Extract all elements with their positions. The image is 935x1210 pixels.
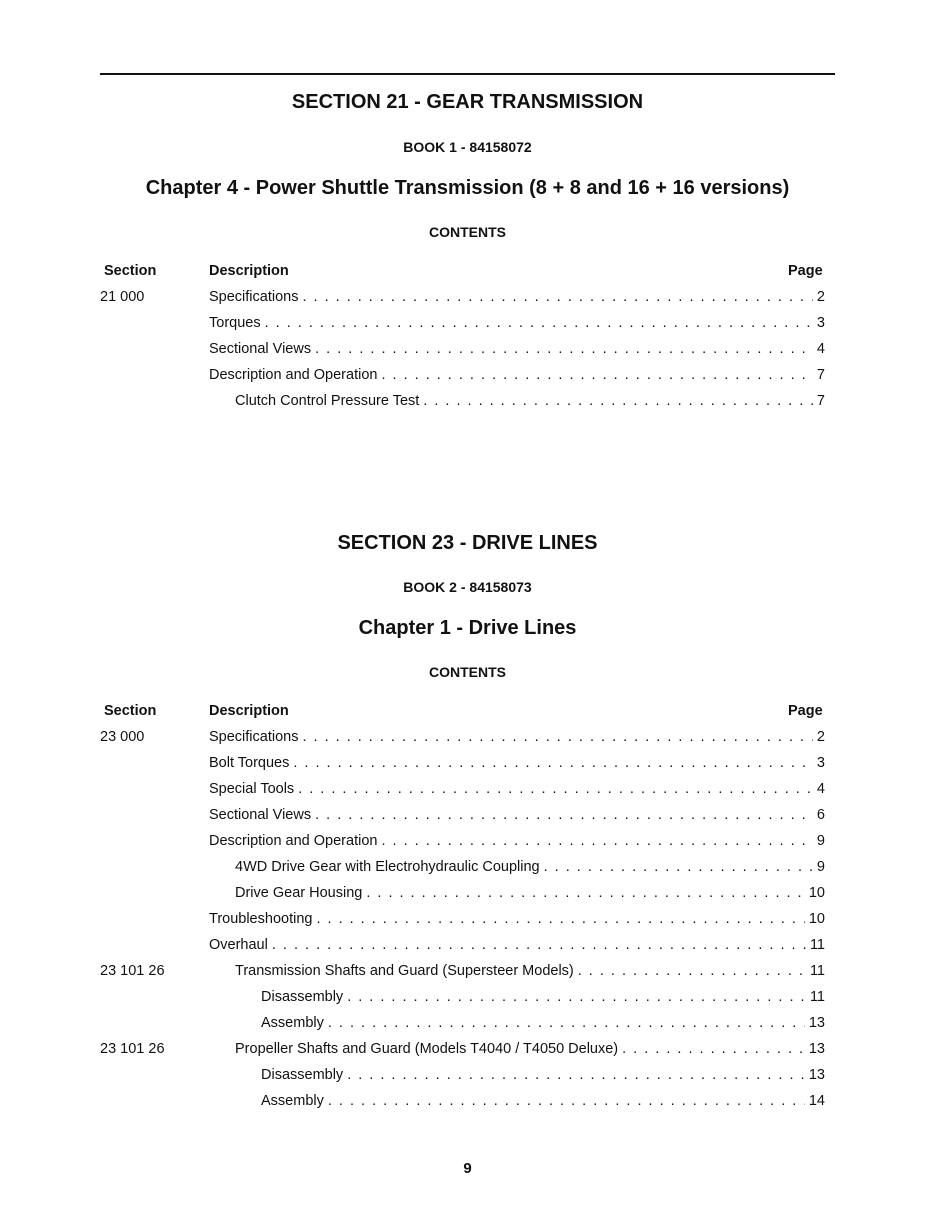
entry-description: 4WD Drive Gear with Electrohydraulic Coupling [235,859,540,875]
toc-entry [209,911,825,927]
dot-leader [315,807,813,823]
table-row [0,1067,935,1087]
dot-leader [298,781,813,797]
dot-leader [381,367,812,383]
dot-leader [293,755,813,771]
entry-page: 7 [816,393,825,409]
contents-label: CONTENTS [429,224,506,240]
entry-description: Torques [209,315,261,331]
column-header-page: Page [788,703,823,719]
entry-page: 11 [809,989,825,1005]
table-row [0,859,935,879]
entry-page: 13 [808,1041,825,1057]
dot-leader [381,833,812,849]
dot-leader [622,1041,805,1057]
dot-leader [328,1093,805,1109]
toc-entry [235,885,825,901]
entry-description: Assembly [261,1093,324,1109]
entry-description: Specifications [209,729,299,745]
entry-page: 10 [808,911,825,927]
table-row [0,1093,935,1113]
toc-entry [209,315,825,331]
section-title: SECTION 23 - DRIVE LINES [337,532,598,554]
column-header-description: Description [209,703,289,719]
toc-entry [209,729,825,745]
dot-leader [423,393,813,409]
dot-leader [366,885,805,901]
entry-page: 9 [816,833,825,849]
dot-leader [302,729,812,745]
book-number: BOOK 2 - 84158073 [403,579,532,595]
section-code: 23 101 26 [100,963,165,979]
top-rule [100,73,835,75]
entry-page: 10 [808,885,825,901]
entry-page: 3 [816,315,825,331]
entry-description: Overhaul [209,937,268,953]
entry-page: 7 [816,367,825,383]
contents-label: CONTENTS [429,664,506,680]
column-header-page: Page [788,263,823,279]
entry-description: Drive Gear Housing [235,885,363,901]
page-number: 9 [463,1160,472,1177]
chapter-title: Chapter 1 - Drive Lines [358,617,577,639]
entry-description: Description and Operation [209,367,378,383]
entry-description: Troubleshooting [209,911,313,927]
toc-entry [209,781,825,797]
toc-entry [209,755,825,771]
entry-description: Description and Operation [209,833,378,849]
entry-page: 9 [816,859,825,875]
table-row [0,393,935,413]
table-row [0,963,935,983]
section-code: 21 000 [100,289,145,305]
toc-entry [261,1093,825,1109]
entry-description: Clutch Control Pressure Test [235,393,420,409]
entry-description: Bolt Torques [209,755,290,771]
entry-description: Specifications [209,289,299,305]
book-number: BOOK 1 - 84158072 [403,139,532,155]
toc-entry [235,393,825,409]
dot-leader [578,963,806,979]
dot-leader [272,937,806,953]
entry-page: 2 [816,729,825,745]
column-header-description: Description [209,263,289,279]
dot-leader [265,315,813,331]
entry-page: 11 [809,937,825,953]
entry-page: 14 [808,1093,825,1109]
column-header-section: Section [104,263,157,279]
toc-entry [209,367,825,383]
entry-page: 13 [808,1015,825,1031]
toc-entry [261,1015,825,1031]
toc-entry [235,963,825,979]
section-code: 23 000 [100,729,145,745]
entry-description: Transmission Shafts and Guard (Supersteer Models) [235,963,574,979]
dot-leader [328,1015,805,1031]
entry-page: 13 [808,1067,825,1083]
entry-page: 4 [816,781,825,797]
dot-leader [316,911,804,927]
dot-leader [315,341,813,357]
toc-entry [261,1067,825,1083]
entry-description: Disassembly [261,989,344,1005]
entry-description: Special Tools [209,781,295,797]
toc-entry [261,989,825,1005]
chapter-title: Chapter 4 - Power Shuttle Transmission (8 + 8 and 16 + 16 versions) [145,177,790,199]
entry-description: Propeller Shafts and Guard (Models T4040 / T4050 Deluxe) [235,1041,619,1057]
toc-entry [235,1041,825,1057]
entry-description: Sectional Views [209,807,312,823]
table-row [0,937,935,957]
table-row [0,989,935,1009]
section-title: SECTION 21 - GEAR TRANSMISSION [291,91,644,113]
column-header-section: Section [104,703,157,719]
entry-page: 11 [809,963,825,979]
dot-leader [347,989,806,1005]
table-row [0,781,935,801]
toc-entry [235,859,825,875]
dot-leader [544,859,813,875]
table-row [0,885,935,905]
table-row [0,729,935,749]
table-row [0,289,935,309]
entry-description: Sectional Views [209,341,312,357]
entry-page: 2 [816,289,825,305]
table-row [0,1041,935,1061]
table-row [0,341,935,361]
table-row [0,315,935,335]
entry-page: 6 [816,807,825,823]
table-row [0,1015,935,1035]
dot-leader [302,289,812,305]
entry-description: Disassembly [261,1067,344,1083]
table-row [0,367,935,387]
table-row [0,833,935,853]
toc-entry [209,833,825,849]
entry-description: Assembly [261,1015,324,1031]
toc-entry [209,341,825,357]
dot-leader [347,1067,805,1083]
table-row [0,911,935,931]
toc-entry [209,289,825,305]
entry-page: 4 [816,341,825,357]
toc-entry [209,807,825,823]
toc-entry [209,937,825,953]
entry-page: 3 [816,755,825,771]
section-code: 23 101 26 [100,1041,165,1057]
table-row [0,807,935,827]
table-row [0,755,935,775]
